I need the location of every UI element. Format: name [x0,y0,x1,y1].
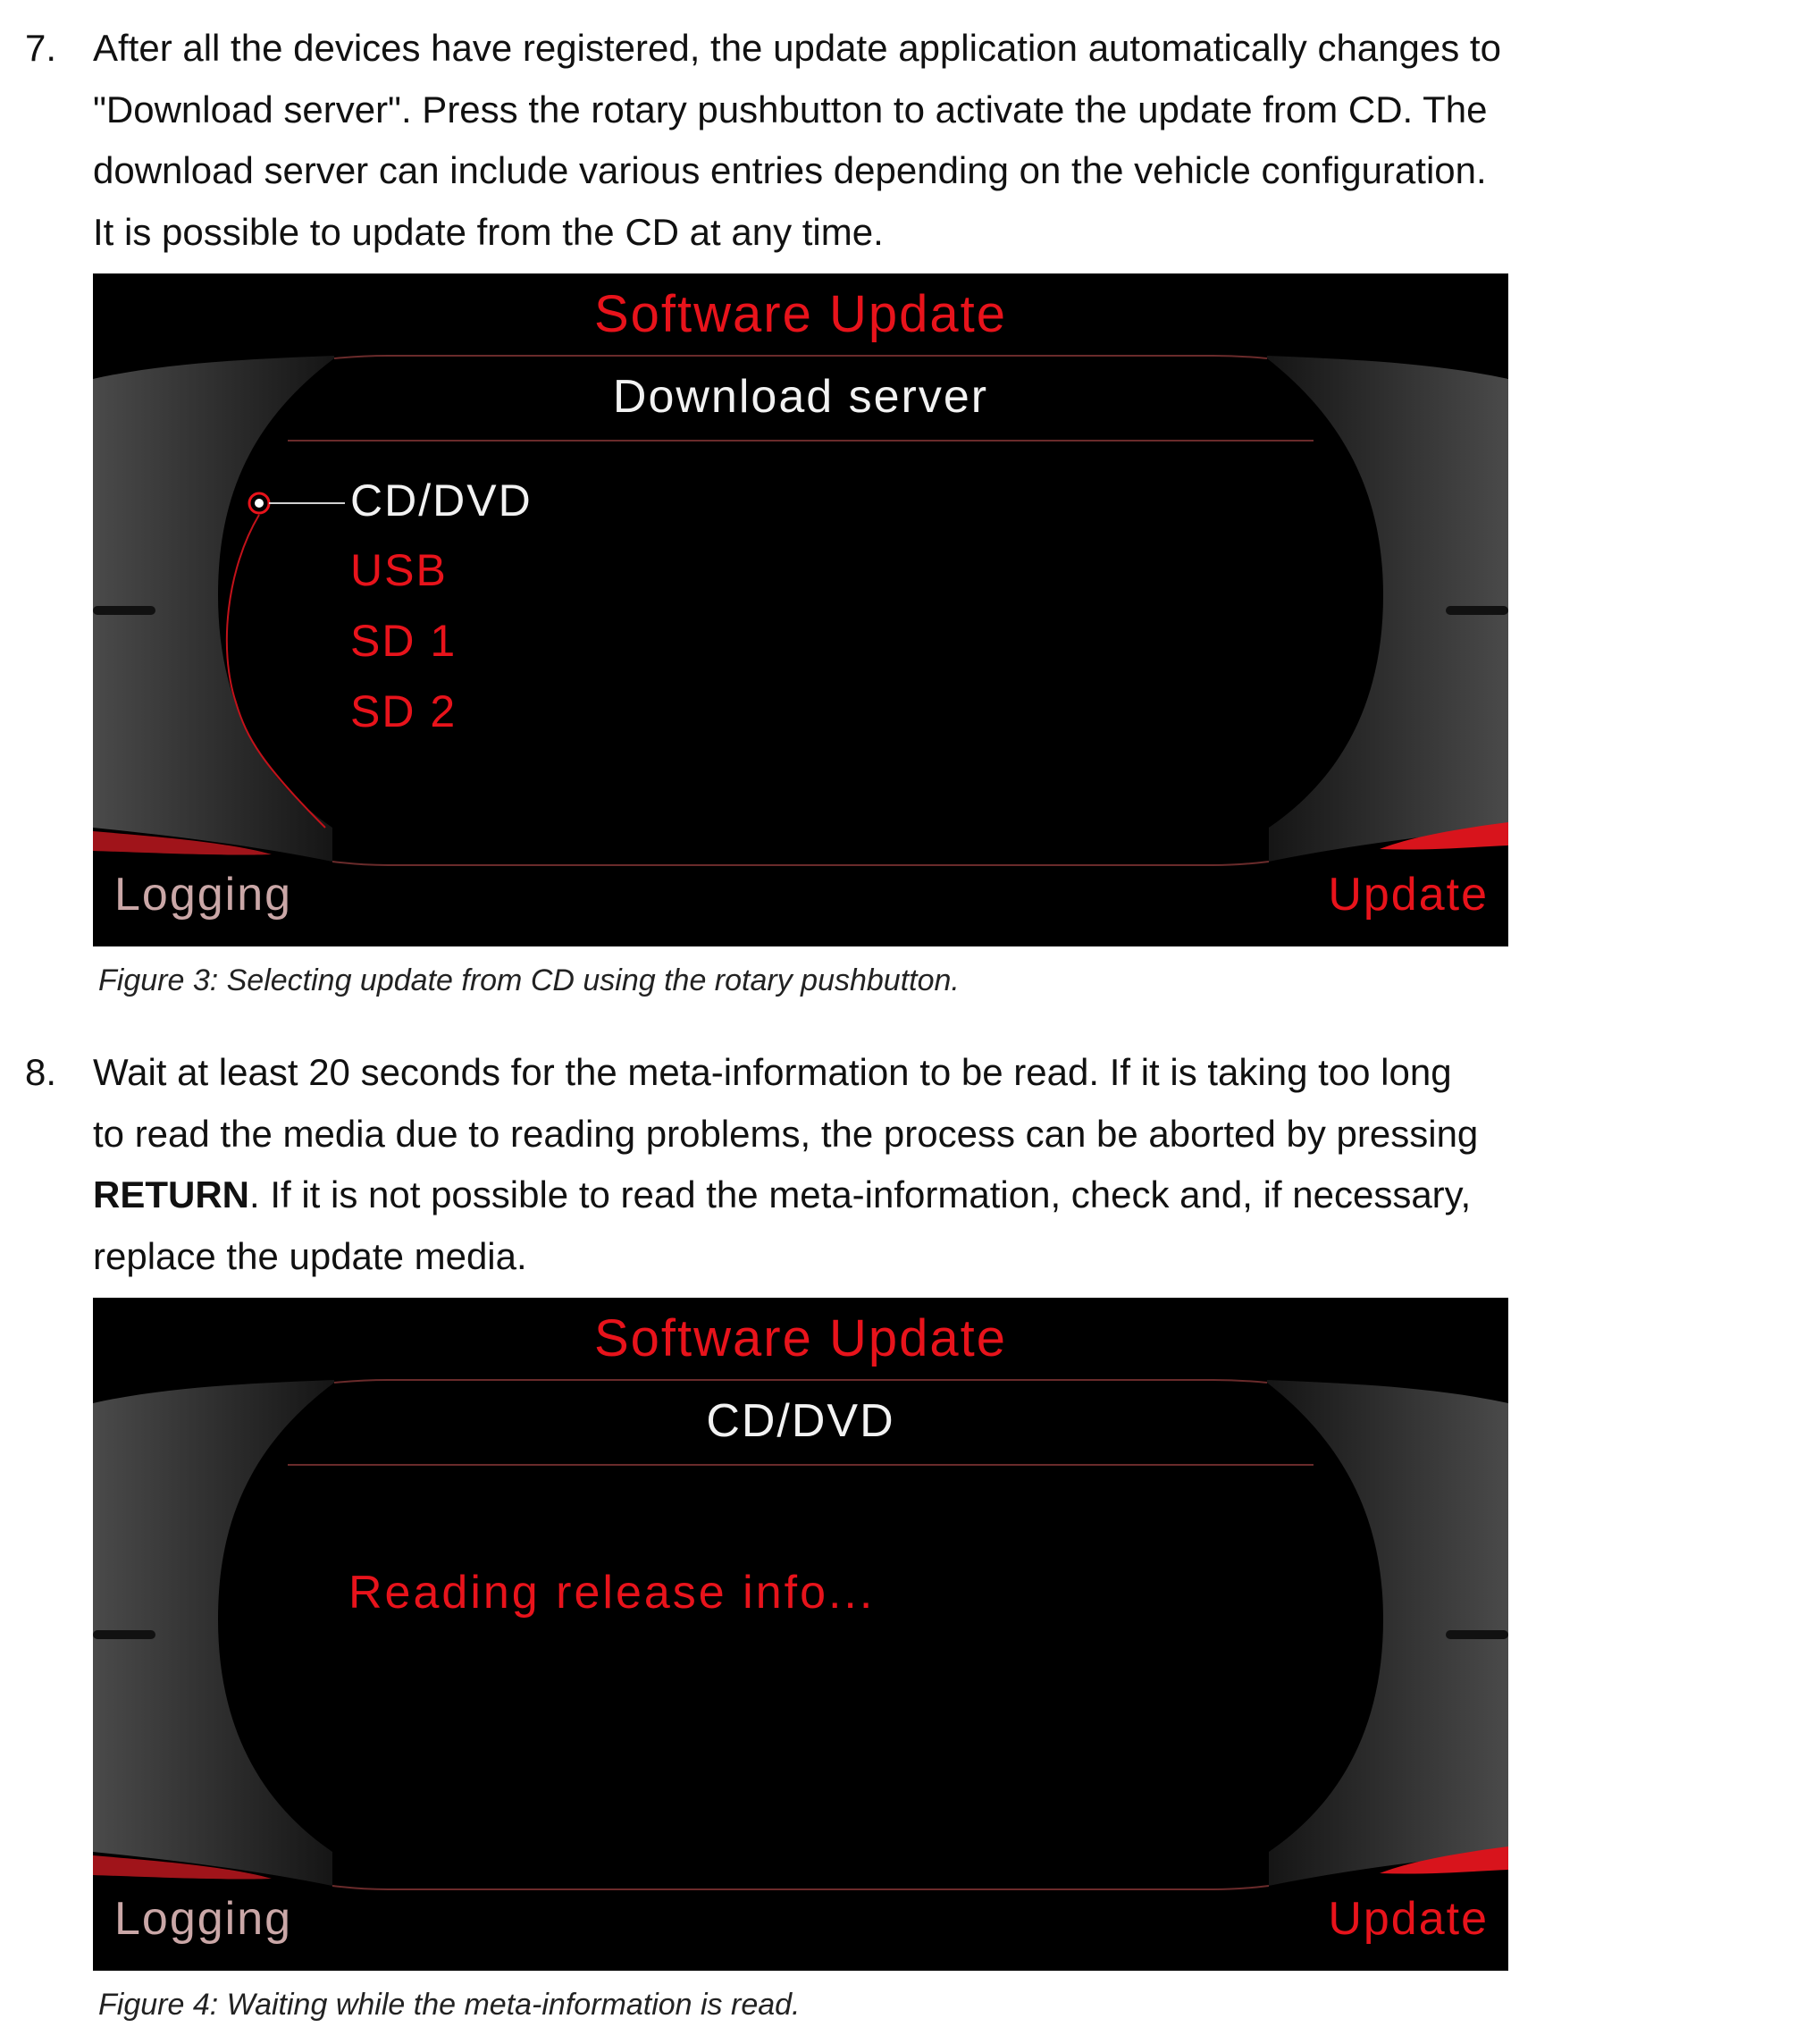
step-number: 8. [25,1051,57,1093]
figure-3-caption: Figure 3: Selecting update from CD using the rotary pushbutton. [98,963,960,997]
menu-item-usb[interactable]: USB [350,545,448,595]
screen-title: Software Update [593,1309,1008,1367]
figure-4-caption: Figure 4: Waiting while the meta-information is read. [98,1988,801,2022]
text-line: "Download server". Press the rotary pushbutton to activate the update from CD. The [93,88,1488,130]
figure-3-screen [93,273,1508,946]
update-softkey[interactable]: Update [1328,1893,1489,1945]
text-line: replace the update media. [93,1234,527,1277]
menu-item-cd-dvd[interactable]: CD/DVD [350,475,533,526]
text-line: After all the devices have registered, the update application automatically changes to [93,27,1501,69]
text-line-rest: . If it is not possible to read the meta-information, check and, if necessary, [249,1173,1472,1215]
text-line: Wait at least 20 seconds for the meta-information to be read. If it is taking too long [93,1051,1452,1093]
step-number: 7. [25,27,57,69]
logging-softkey[interactable]: Logging [114,869,293,921]
text-line [93,1165,1791,1226]
text-line: It is possible to update from the CD at any time. [93,210,884,253]
figure-4-screen [93,1298,1508,1971]
step-7-text [93,18,1791,263]
screen-title: Software Update [593,285,1008,343]
screen-subtitle: CD/DVD [706,1395,895,1447]
text-line: to read the media due to reading problems, the process can be aborted by pressing [93,1112,1479,1155]
logging-softkey[interactable]: Logging [114,1893,293,1945]
step-8-text [93,1042,1791,1287]
status-message: Reading release info... [348,1567,876,1619]
menu-item-sd-1[interactable]: SD 1 [350,616,457,666]
screen-subtitle: Download server [612,371,989,423]
menu-item-sd-2[interactable]: SD 2 [350,686,457,736]
text-line: download server can include various entries depending on the vehicle configuration. [93,149,1487,191]
update-softkey[interactable]: Update [1328,869,1489,921]
return-key-label: RETURN [93,1173,249,1215]
